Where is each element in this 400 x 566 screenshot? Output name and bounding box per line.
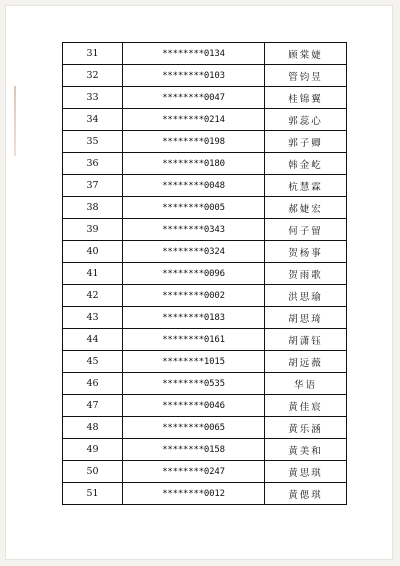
row-number-cell: 49 [63, 439, 123, 461]
row-number-cell: 31 [63, 43, 123, 65]
table-row [63, 43, 347, 65]
row-number-cell: 42 [63, 285, 123, 307]
table-row [63, 175, 347, 197]
table-row [63, 219, 347, 241]
name-cell: 胡思琦 [265, 307, 347, 329]
table-row [63, 241, 347, 263]
row-number-cell: 34 [63, 109, 123, 131]
row-number-cell: 33 [63, 87, 123, 109]
table-row [63, 131, 347, 153]
table-row [63, 417, 347, 439]
table-row [63, 351, 347, 373]
name-cell: 郭子卿 [265, 131, 347, 153]
name-cell: 胡远薇 [265, 351, 347, 373]
id-number-cell: ********0158 [123, 439, 265, 461]
row-number-cell: 39 [63, 219, 123, 241]
table-row [63, 373, 347, 395]
row-number-cell: 43 [63, 307, 123, 329]
id-number-cell: ********1015 [123, 351, 265, 373]
name-cell: 桂锦翼 [265, 87, 347, 109]
id-number-cell: ********0047 [123, 87, 265, 109]
row-number-cell: 37 [63, 175, 123, 197]
name-cell: 何子留 [265, 219, 347, 241]
id-number-cell: ********0161 [123, 329, 265, 351]
id-number-cell: ********0535 [123, 373, 265, 395]
row-number-cell: 50 [63, 461, 123, 483]
id-number-cell: ********0103 [123, 65, 265, 87]
id-number-cell: ********0096 [123, 263, 265, 285]
id-number-cell: ********0180 [123, 153, 265, 175]
row-number-cell: 44 [63, 329, 123, 351]
row-number-cell: 47 [63, 395, 123, 417]
row-number-cell: 41 [63, 263, 123, 285]
id-number-cell: ********0198 [123, 131, 265, 153]
name-cell: 韩金屹 [265, 153, 347, 175]
name-cell: 顾棠婕 [265, 43, 347, 65]
table-row [63, 461, 347, 483]
id-number-cell: ********0002 [123, 285, 265, 307]
table-row [63, 483, 347, 505]
row-number-cell: 46 [63, 373, 123, 395]
row-number-cell: 35 [63, 131, 123, 153]
name-cell: 黄美和 [265, 439, 347, 461]
id-number-cell: ********0324 [123, 241, 265, 263]
name-cell: 杭慧霖 [265, 175, 347, 197]
name-cell: 黄佳宸 [265, 395, 347, 417]
row-number-cell: 45 [63, 351, 123, 373]
student-list-table [62, 42, 347, 505]
id-number-cell: ********0343 [123, 219, 265, 241]
row-number-cell: 36 [63, 153, 123, 175]
table-row [63, 263, 347, 285]
name-cell: 黄偲琪 [265, 483, 347, 505]
id-number-cell: ********0012 [123, 483, 265, 505]
name-cell: 贺雨歌 [265, 263, 347, 285]
row-number-cell: 38 [63, 197, 123, 219]
row-number-cell: 40 [63, 241, 123, 263]
id-number-cell: ********0046 [123, 395, 265, 417]
id-number-cell: ********0005 [123, 197, 265, 219]
table-row [63, 395, 347, 417]
id-number-cell: ********0247 [123, 461, 265, 483]
document-page [6, 6, 392, 559]
table-row [63, 439, 347, 461]
name-cell: 华语 [265, 373, 347, 395]
table-row [63, 307, 347, 329]
table-body [63, 43, 347, 505]
table-row [63, 285, 347, 307]
table-row [63, 87, 347, 109]
table-row [63, 197, 347, 219]
id-number-cell: ********0214 [123, 109, 265, 131]
table-row [63, 109, 347, 131]
name-cell: 管钧昱 [265, 65, 347, 87]
name-cell: 洪思瑜 [265, 285, 347, 307]
name-cell: 郝婕宏 [265, 197, 347, 219]
id-number-cell: ********0048 [123, 175, 265, 197]
id-number-cell: ********0183 [123, 307, 265, 329]
id-number-cell: ********0065 [123, 417, 265, 439]
name-cell: 贺杨事 [265, 241, 347, 263]
table-row [63, 329, 347, 351]
row-number-cell: 51 [63, 483, 123, 505]
row-number-cell: 48 [63, 417, 123, 439]
name-cell: 胡潇钰 [265, 329, 347, 351]
table-row [63, 153, 347, 175]
name-cell: 黄乐涵 [265, 417, 347, 439]
name-cell: 郭蕊心 [265, 109, 347, 131]
name-cell: 黄思琪 [265, 461, 347, 483]
scan-edge-mark [14, 86, 16, 156]
id-number-cell: ********0134 [123, 43, 265, 65]
row-number-cell: 32 [63, 65, 123, 87]
table-row [63, 65, 347, 87]
